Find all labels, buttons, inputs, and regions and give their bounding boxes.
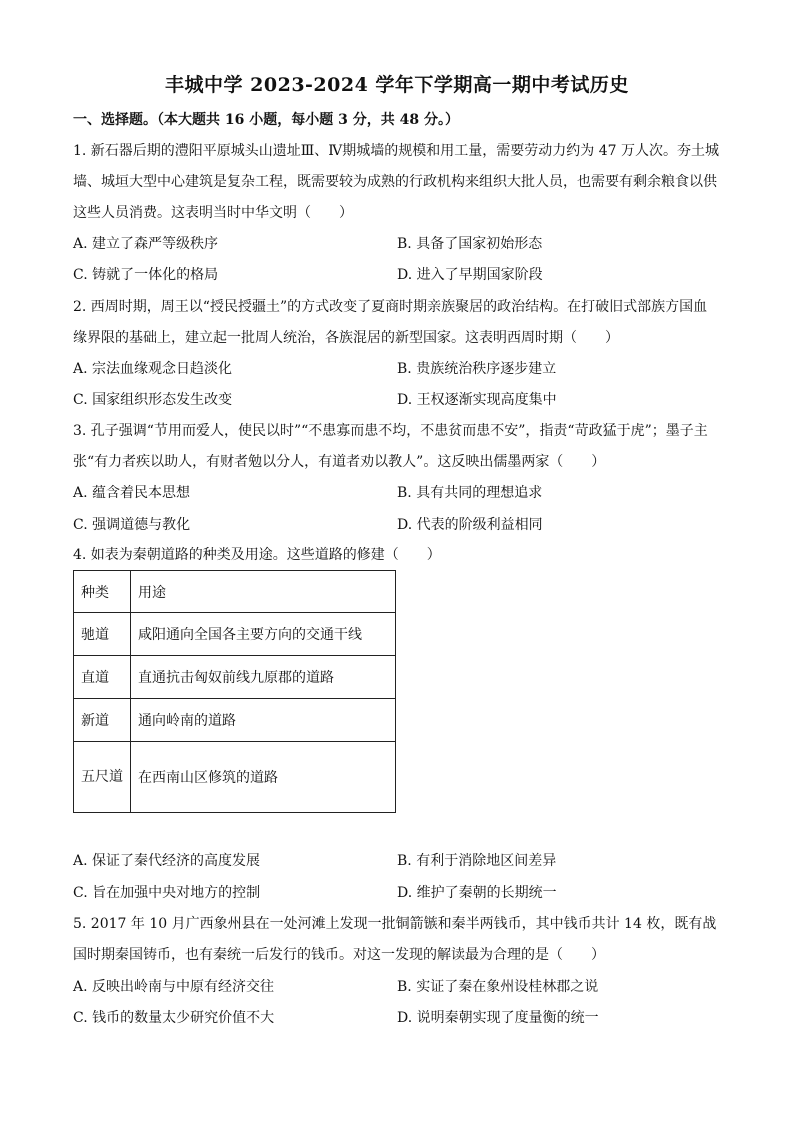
section-heading: 一、选择题。（本大题共 16 小题，每小题 3 分，共 48 分。） xyxy=(73,112,459,128)
option-row xyxy=(73,389,723,411)
option-row xyxy=(73,514,723,536)
table-cell: 五尺道 xyxy=(74,742,131,813)
option-c[interactable]: C. 旨在加强中央对地方的控制 xyxy=(73,885,261,901)
option-d[interactable]: D. 代表的阶级利益相同 xyxy=(397,517,543,533)
table-cell: 直道 xyxy=(74,656,131,699)
option-row xyxy=(73,976,723,998)
option-row xyxy=(73,1007,723,1029)
question-stem: 4. 如表为秦朝道路的种类及用途。这些道路的修建（ ） xyxy=(73,547,441,563)
option-b[interactable]: B. 具备了国家初始形态 xyxy=(397,236,543,252)
page-title: 丰城中学 2023-2024 学年下学期高一期中考试历史 xyxy=(165,74,629,96)
question-stem: 5. 2017 年 10 月广西象州县在一处河滩上发现一批铜箭镞和秦半两钱币，其中钱币共计 14 枚，既有战国时期秦国铸币，也有秦统一后发行的钱币。对这一发现的解读最为合理的是（ ） xyxy=(73,916,717,963)
option-row xyxy=(73,264,723,286)
option-d[interactable]: D. 维护了秦朝的长期统一 xyxy=(397,885,557,901)
option-row xyxy=(73,850,723,872)
option-a[interactable]: A. 宗法血缘观念日趋淡化 xyxy=(73,361,233,377)
question-stem: 2. 西周时期，周王以“授民授疆土”的方式改变了夏商时期亲族聚居的政治结构。在打破旧式部族方国血缘界限的基础上，建立起一批周人统治，各族混居的新型国家。这表明西周时期（ ） xyxy=(73,299,708,346)
option-d[interactable]: D. 说明秦朝实现了度量衡的统一 xyxy=(397,1010,599,1026)
table-header-cell: 种类 xyxy=(74,571,131,613)
option-c[interactable]: C. 强调道德与教化 xyxy=(73,517,191,533)
option-b[interactable]: B. 具有共同的理想追求 xyxy=(397,485,543,501)
option-d[interactable]: D. 王权逐渐实现高度集中 xyxy=(397,392,557,408)
option-c[interactable]: C. 钱币的数量太少研究价值不大 xyxy=(73,1010,275,1026)
question-stem: 1. 新石器后期的澧阳平原城头山遗址Ⅲ、Ⅳ期城墙的规模和用工量，需要劳动力约为 47 万人次。夯土城墙、城垣大型中心建筑是复杂工程，既需要较为成熟的行政机构来组织大批人员，也需要有剩余粮食以供这些人员消费。这表明当时中华文明（ ） xyxy=(73,143,720,221)
table-cell: 直通抗击匈奴前线九原郡的道路 xyxy=(131,656,396,699)
table-cell: 通向岭南的道路 xyxy=(131,699,396,742)
option-row xyxy=(73,482,723,504)
option-a[interactable]: A. 反映出岭南与中原有经济交往 xyxy=(73,979,275,995)
option-a[interactable]: A. 保证了秦代经济的高度发展 xyxy=(73,853,261,869)
option-row xyxy=(73,882,723,904)
option-b[interactable]: B. 实证了秦在象州设桂林郡之说 xyxy=(397,979,599,995)
table-cell: 新道 xyxy=(74,699,131,742)
table-row xyxy=(74,656,396,699)
option-c[interactable]: C. 铸就了一体化的格局 xyxy=(73,267,219,283)
option-a[interactable]: A. 蕴含着民本思想 xyxy=(73,485,191,501)
option-b[interactable]: B. 贵族统治秩序逐步建立 xyxy=(397,361,557,377)
question-stem: 3. 孔子强调“节用而爱人，使民以时”“不患寡而患不均，不患贫而患不安”，指责“苛政猛于虎”；墨子主张“有力者疾以助人，有财者勉以分人，有道者劝以教人”。这反映出儒墨两家（ ） xyxy=(73,423,708,470)
table-row xyxy=(74,742,396,813)
roads-table xyxy=(73,570,396,813)
table-cell: 驰道 xyxy=(74,613,131,656)
table-row xyxy=(74,699,396,742)
option-row xyxy=(73,233,723,255)
option-a[interactable]: A. 建立了森严等级秩序 xyxy=(73,236,219,252)
table-header-row xyxy=(74,571,396,613)
option-d[interactable]: D. 进入了早期国家阶段 xyxy=(397,267,543,283)
table-row xyxy=(74,613,396,656)
table-cell: 咸阳通向全国各主要方向的交通干线 xyxy=(131,613,396,656)
option-row xyxy=(73,358,723,380)
table-header-cell: 用途 xyxy=(131,571,396,613)
option-b[interactable]: B. 有利于消除地区间差异 xyxy=(397,853,557,869)
table-cell: 在西南山区修筑的道路 xyxy=(131,742,396,813)
option-c[interactable]: C. 国家组织形态发生改变 xyxy=(73,392,233,408)
